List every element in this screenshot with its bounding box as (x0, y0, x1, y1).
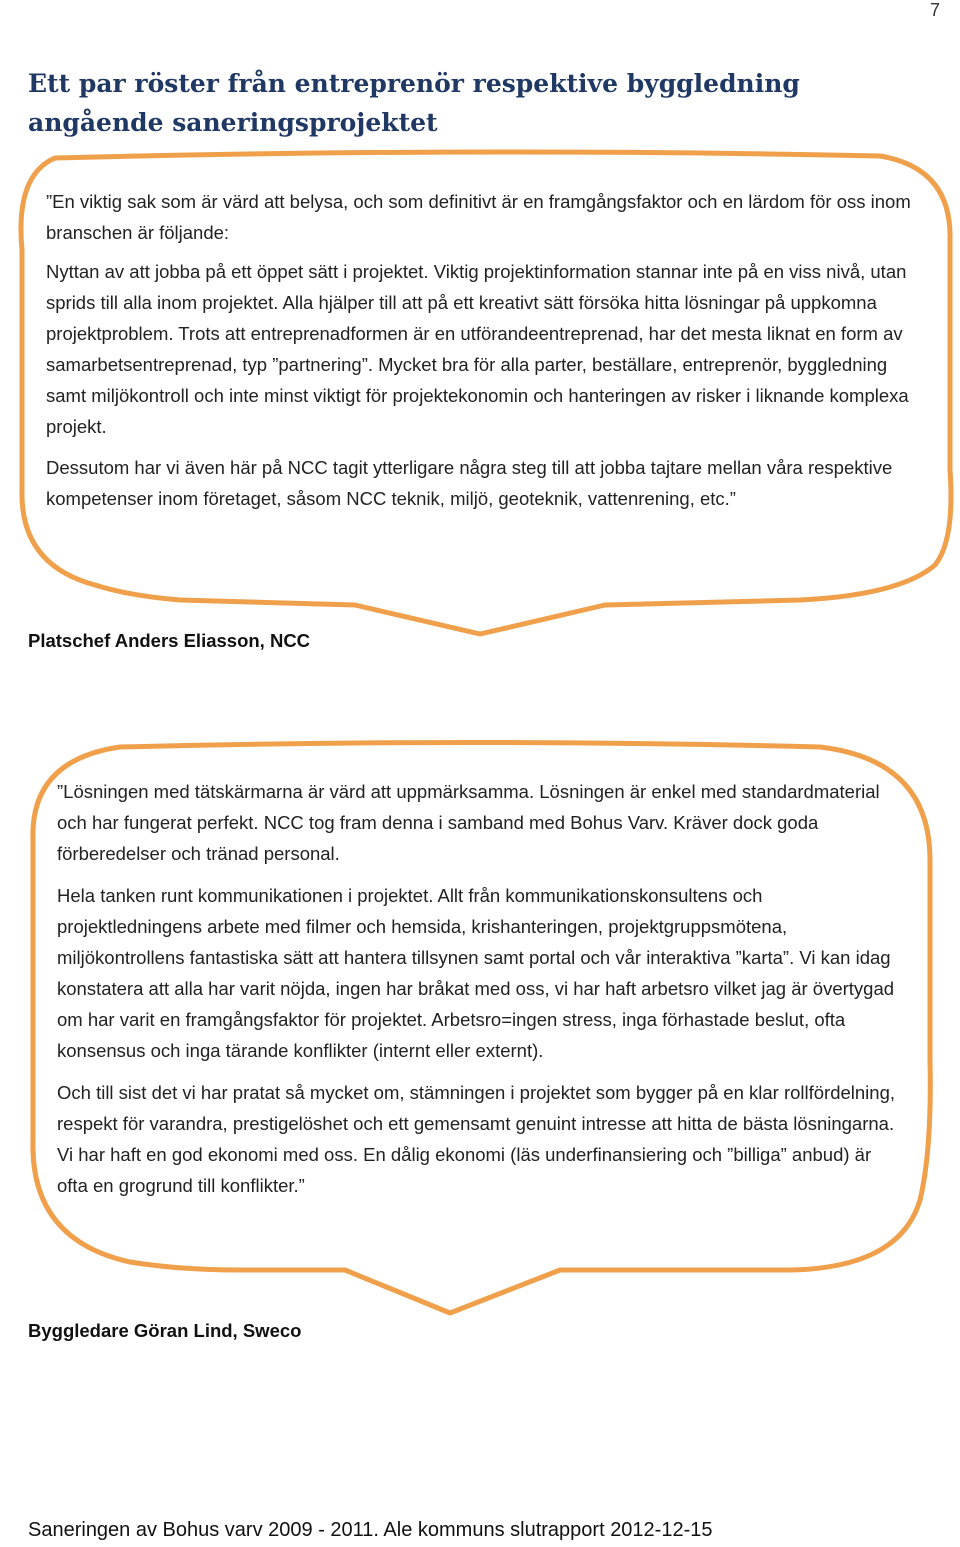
quote-1 (46, 186, 926, 524)
quote-1-paragraph-1: Nyttan av att jobba på ett öppet sätt i projektet. Viktig projektinformation stannar inte på en viss nivå, utan sprids till alla inom projektet. Alla hjälper till att på ett kreativt sätt försöka hitta lösningar på uppkomna projektproblem. Trots att entreprenadformen är en utförandeentreprenad, har det mesta liknat en form av samarbetsentreprenad, typ ”partnering”. Mycket bra för alla parter, beställare, entreprenör, byggledning samt miljökontroll och inte minst viktigt för projektekonomin och hanteringen av risker i liknande komplexa projekt. (46, 261, 909, 437)
page-footer: Saneringen av Bohus varv 2009 - 2011. Ale kommuns slutrapport 2012-12-15 (28, 1519, 713, 1541)
signature-1: Platschef Anders Eliasson, NCC (28, 630, 311, 651)
page-heading: Ett par röster från entreprenör respektive byggledning angående saneringsprojektet (28, 69, 800, 137)
quote-1-intro: ”En viktig sak som är värd att belysa, och som definitivt är en framgångsfaktor och en lärdom för oss inom branschen är följande: (46, 191, 911, 243)
quote-1-paragraph-2: Dessutom har vi även här på NCC tagit ytterligare några steg till att jobba tajtare mellan våra respektive kompetenser inom företaget, såsom NCC teknik, miljö, geoteknik, vattenrening, etc.” (46, 457, 893, 509)
quote-2-paragraph-1: ”Lösningen med tätskärmarna är värd att uppmärksamma. Lösningen är enkel med standardmaterial och har fungerat perfekt. NCC tog fram denna i samband med Bohus Varv. Kräver dock goda förberedelser och tränad personal. (57, 781, 880, 864)
quote-2 (57, 776, 897, 1212)
signature-2: Byggledare Göran Lind, Sweco (28, 1320, 302, 1341)
quote-2-paragraph-2: Hela tanken runt kommunikationen i projektet. Allt från kommunikationskonsultens och projektledningens arbete med filmer och hemsida, krishanteringen, projektgruppsmötena, miljökontrollens fantastiska sätt att hantera tillsynen samt portal och vår interaktiva ”karta”. Vi kan idag konstatera att alla har varit nöjda, ingen har bråkat med oss, vi har haft arbetsro vilket jag är övertygad om har varit en framgångsfaktor för projektet. Arbetsro=ingen stress, inga förhastade beslut, ofta konsensus och inga tärande konflikter (internt eller externt). (57, 885, 895, 1061)
page-number: 7 (929, 0, 940, 20)
quote-2-paragraph-3: Och till sist det vi har pratat så mycket om, stämningen i projektet som bygger på en klar rollfördelning, respekt för varandra, prestigelöshet och ett gemensamt genuint intresse att hitta de bästa lösningarna. Vi har haft en god ekonomi med oss. En dålig ekonomi (läs underfinansiering och ”billiga” anbud) är ofta en grogrund till konflikter.” (57, 1082, 896, 1196)
